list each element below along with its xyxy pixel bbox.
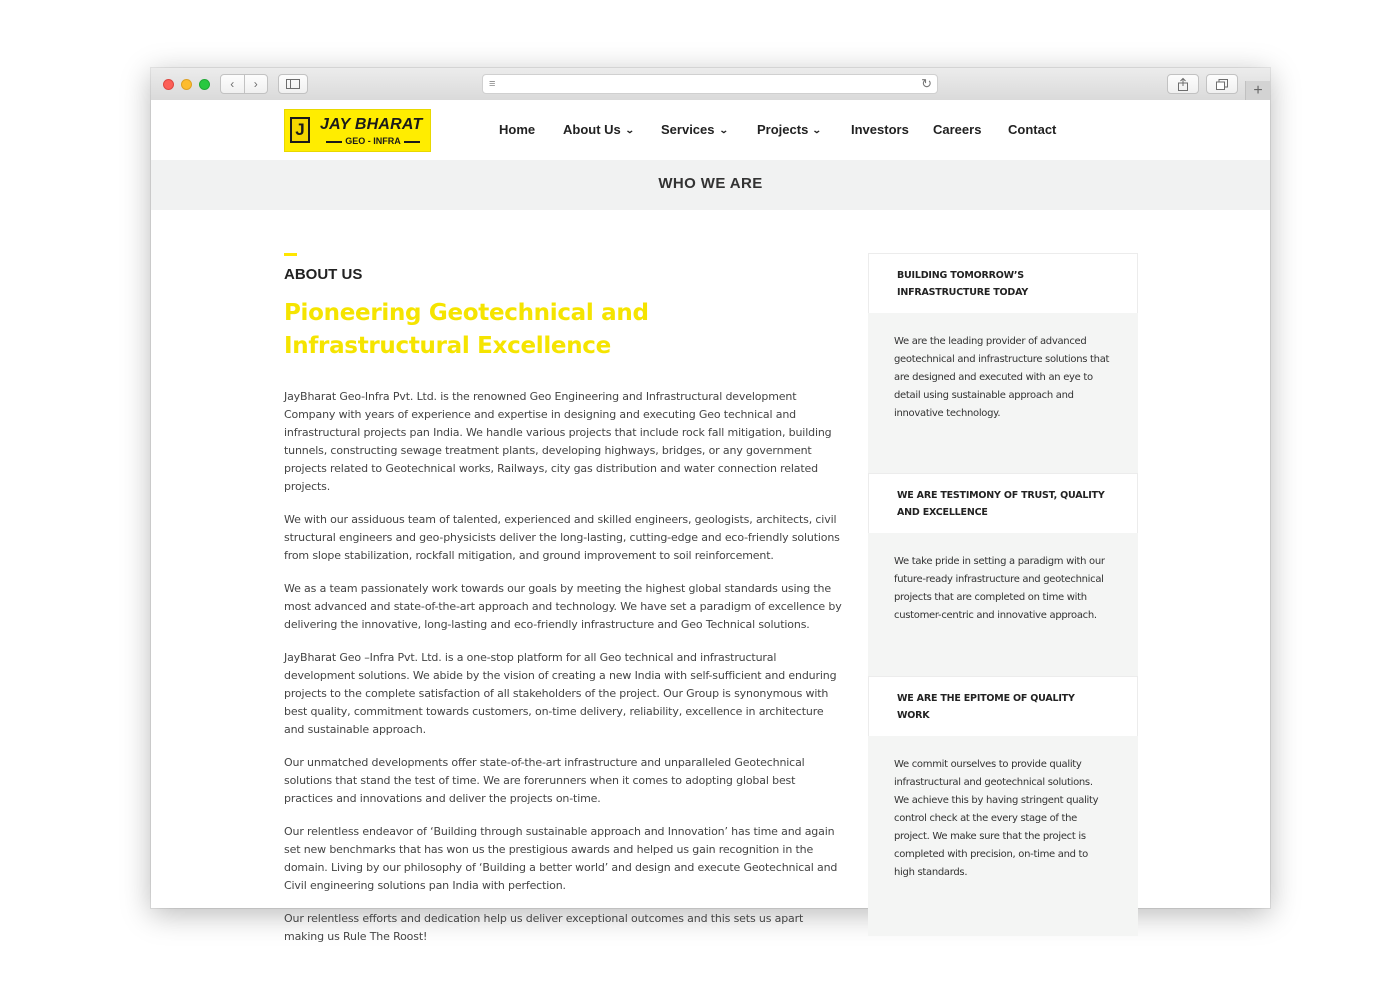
back-icon[interactable]: ‹ — [230, 77, 235, 91]
highlight-card-body: We are the leading provider of advanced geotechnical and infrastructure solutions that are designed and executed with an eye to detail using sustainable approach and innovative technology. — [894, 336, 1110, 419]
highlight-card-body: We take pride in setting a paradigm with our future-ready infrastructure and geotechnical projects that are completed on time with customer-centric and innovative approach. — [894, 556, 1105, 621]
page-viewport — [151, 100, 1270, 943]
site-logo[interactable] — [284, 109, 431, 152]
highlights-sidebar — [868, 253, 1138, 936]
close-window-button[interactable] — [163, 79, 174, 90]
forward-icon[interactable]: › — [244, 75, 268, 93]
highlight-card — [868, 253, 1138, 473]
show-tabs-button[interactable] — [1206, 74, 1238, 94]
nav-projects-label: Projects — [757, 122, 809, 137]
site-header — [151, 100, 1270, 160]
minimize-window-button[interactable] — [181, 79, 192, 90]
about-paragraph: Our unmatched developments offer state-of-the-art infrastructure and unparalleled Geotechnical solutions that stand the test of time. We are forerunners when it comes to adopting global best practices and innovations and deliver the projects on-time. — [284, 756, 805, 805]
nav-investors[interactable] — [851, 122, 909, 137]
about-paragraph: JayBharat Geo-Infra Pvt. Ltd. is the renowned Geo Engineering and Infrastructural development Company with years of experience and expertise in designing and executing Geo technical and infrastructural projects pan India. We handle various projects that include rock fall mitigation, building tunnels, constructing sewage treatment plants, developing highways, bridges, or any government projects related to Geotechnical works, Railways, city gas distribution and water connection related projects. — [284, 390, 832, 493]
nav-careers-label: Careers — [933, 122, 982, 137]
nav-home-label: Home — [499, 122, 536, 137]
nav-projects[interactable] — [757, 122, 821, 137]
nav-careers[interactable] — [933, 122, 981, 137]
chevron-down-icon: ⌄ — [718, 125, 729, 135]
highlight-card — [868, 676, 1138, 936]
logo-tagline: GEO - INFRA — [321, 136, 425, 146]
tabs-icon — [1216, 79, 1228, 90]
sidebar-icon — [286, 79, 300, 89]
nav-contact[interactable] — [1008, 122, 1056, 137]
sidebar-toggle-button[interactable] — [278, 74, 308, 94]
about-paragraph: Our relentless efforts and dedication help us deliver exceptional outcomes and this sets us apart making us Rule The Roost! — [284, 912, 804, 943]
nav-contact-label: Contact — [1008, 122, 1057, 137]
new-tab-button[interactable]: + — [1245, 81, 1270, 100]
about-body — [284, 388, 844, 961]
highlight-card-heading: BUILDING TOMORROW’S INFRASTRUCTURE TODAY — [868, 253, 1138, 313]
nav-home[interactable] — [499, 122, 535, 137]
share-icon — [1177, 78, 1189, 91]
logo-name: JAY BHARAT — [320, 116, 423, 133]
browser-window — [151, 68, 1270, 943]
about-paragraph: We as a team passionately work towards our goals by meeting the highest global standards using the most advanced and state-of-the-art approach and technology. We have set a paradigm of excellence by delivering the innovative, long-lasting and eco-friendly infrastructure and Geo Technical solutions. — [284, 582, 842, 631]
logo-mark: J — [290, 117, 310, 143]
reload-icon[interactable]: ↻ — [921, 76, 932, 91]
address-bar[interactable] — [482, 74, 938, 94]
nav-services[interactable] — [661, 122, 727, 137]
highlight-card-body: We commit ourselves to provide quality infrastructural and geotechnical solutions. We achieve this by having stringent quality control check at the every stage of the project. We make sure that the project is completed with precision, on-time and to high standards. — [894, 759, 1099, 878]
section-accent-line — [284, 253, 297, 256]
page-title: WHO WE ARE — [658, 175, 763, 192]
about-paragraph: JayBharat Geo –Infra Pvt. Ltd. is a one-stop platform for all Geo technical and infrastructural development solutions. We abide by the vision of creating a new India with self-sufficient and enduring projects to the complete satisfaction of all stakeholders of the project. Our Group is synonymous with best quality, commitment towards customers, on-time delivery, reliability, excellence in architecture and sustainable approach. — [284, 651, 837, 736]
section-label: ABOUT US — [284, 266, 363, 283]
reader-icon[interactable]: ≡ — [489, 78, 496, 90]
chevron-down-icon: ⌄ — [624, 125, 635, 135]
browser-toolbar — [151, 68, 1270, 101]
highlight-card-heading: WE ARE THE EPITOME OF QUALITY WORK — [868, 676, 1138, 736]
about-paragraph: Our relentless endeavor of ‘Building through sustainable approach and Innovation’ has time and again set new benchmarks that has won us the prestigious awards and helped us gain recognition in the domain. Living by our philosophy of ‘Building a better world’ and design and execute Geotechnical and Civil engineering solutions pan India with perfection. — [284, 825, 838, 892]
about-paragraph: We with our assiduous team of talented, experienced and skilled engineers, geologists, architects, civil structural engineers and geo-physicists deliver the long-lasting, cutting-edge and eco-friendly solutions from slope stabilization, rockfall mitigation, and ground improvement to soil reinforcement. — [284, 513, 840, 562]
nav-about-us-label: About Us — [563, 122, 621, 137]
page-headline: Pioneering Geotechnical and Infrastructural Excellence — [284, 300, 649, 359]
page-title-band — [151, 160, 1270, 210]
nav-about-us[interactable] — [563, 122, 633, 137]
chevron-down-icon: ⌄ — [812, 125, 822, 135]
history-nav — [220, 74, 268, 94]
zoom-window-button[interactable] — [199, 79, 210, 90]
highlight-card — [868, 473, 1138, 676]
nav-investors-label: Investors — [851, 122, 909, 137]
nav-services-label: Services — [661, 122, 715, 137]
share-button[interactable] — [1167, 74, 1199, 94]
highlight-card-heading: WE ARE TESTIMONY OF TRUST, QUALITY AND EXCELLENCE — [868, 473, 1138, 533]
